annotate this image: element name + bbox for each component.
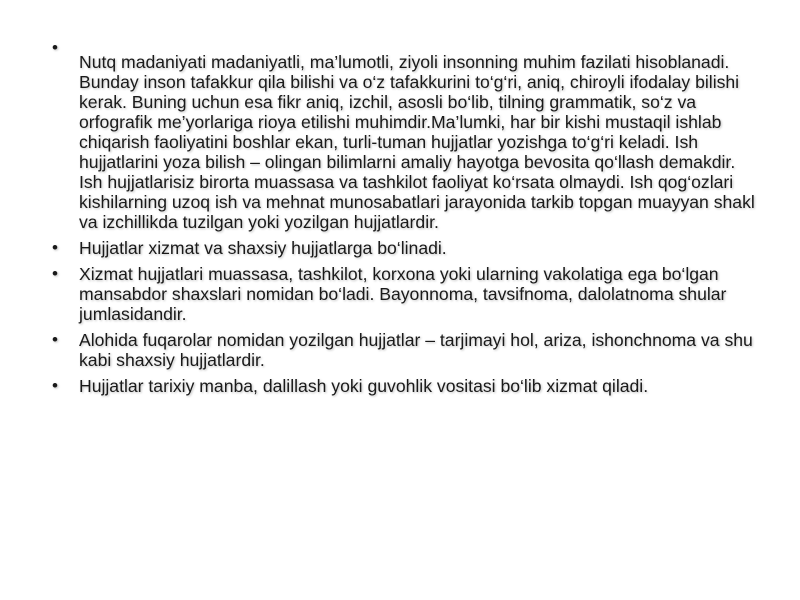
bullet-item-2 xyxy=(52,238,760,258)
bullet-icon: • xyxy=(52,376,58,395)
bullet-icon: • xyxy=(52,330,58,349)
bullet-text: Hujjatlar tarixiy manba, dalillash yoki guvohlik vositasi bo‘lib xizmat qiladi. xyxy=(79,376,649,396)
bullet-text: Nutq madaniyati madaniyatli, ma’lumotli, ziyoli insonning muhim fazilati hisoblanadi. Bunday inson tafakkur qila bilishi va o‘z tafakkurini to‘g‘ri, aniq, chiroyli ifodalay bilishi kerak. Buning uchun esa fikr aniq, izchil, asosli bo‘lib, tilning grammatik, so‘z va orfografik me’yorlariga rioya etilishi muhimdir.Ma’lumki, har bir kishi mustaqil ishlab chiqarish faoliyatini boshlar ekan, turli-tuman hujjatlar yozishga to‘g‘ri keladi. Ish hujjatlarini yoza bilish – olingan bilimlarni amaliy hayotga bevosita qo‘llash demakdir. Ish hujjatlarisiz birorta muassasa va tashkilot faoliyat ko‘rsata olmaydi. Ish qog‘ozlari kishilarning uzoq ish va mehnat munosabatlari jarayonida tarkib topgan muayyan shakl va izchillikda tuzilgan yoki yozilgan hujjatlardir. xyxy=(79,52,755,232)
bullet-icon: • xyxy=(52,264,58,283)
bullet-item-1 xyxy=(52,38,760,232)
bullet-item-4 xyxy=(52,330,760,370)
bullet-item-3 xyxy=(52,264,760,324)
bullet-text: Hujjatlar xizmat va shaxsiy hujjatlarga bo‘linadi. xyxy=(79,238,447,258)
bullet-list xyxy=(52,38,760,396)
bullet-text: Xizmat hujjatlari muassasa, tashkilot, korxona yoki ularning vakolatiga ega bo‘lgan mansabdor shaxslari nomidan bo‘ladi. Bayonnoma, tavsifnoma, dalolatnoma shular jumlasidandir. xyxy=(79,264,727,324)
bullet-icon: • xyxy=(52,38,58,57)
bullet-text: Alohida fuqarolar nomidan yozilgan hujjatlar – tarjimayi hol, ariza, ishonchnoma va shu kabi shaxsiy hujjatlardir. xyxy=(79,330,753,370)
bullet-icon: • xyxy=(52,238,58,257)
bullet-item-5 xyxy=(52,376,760,396)
